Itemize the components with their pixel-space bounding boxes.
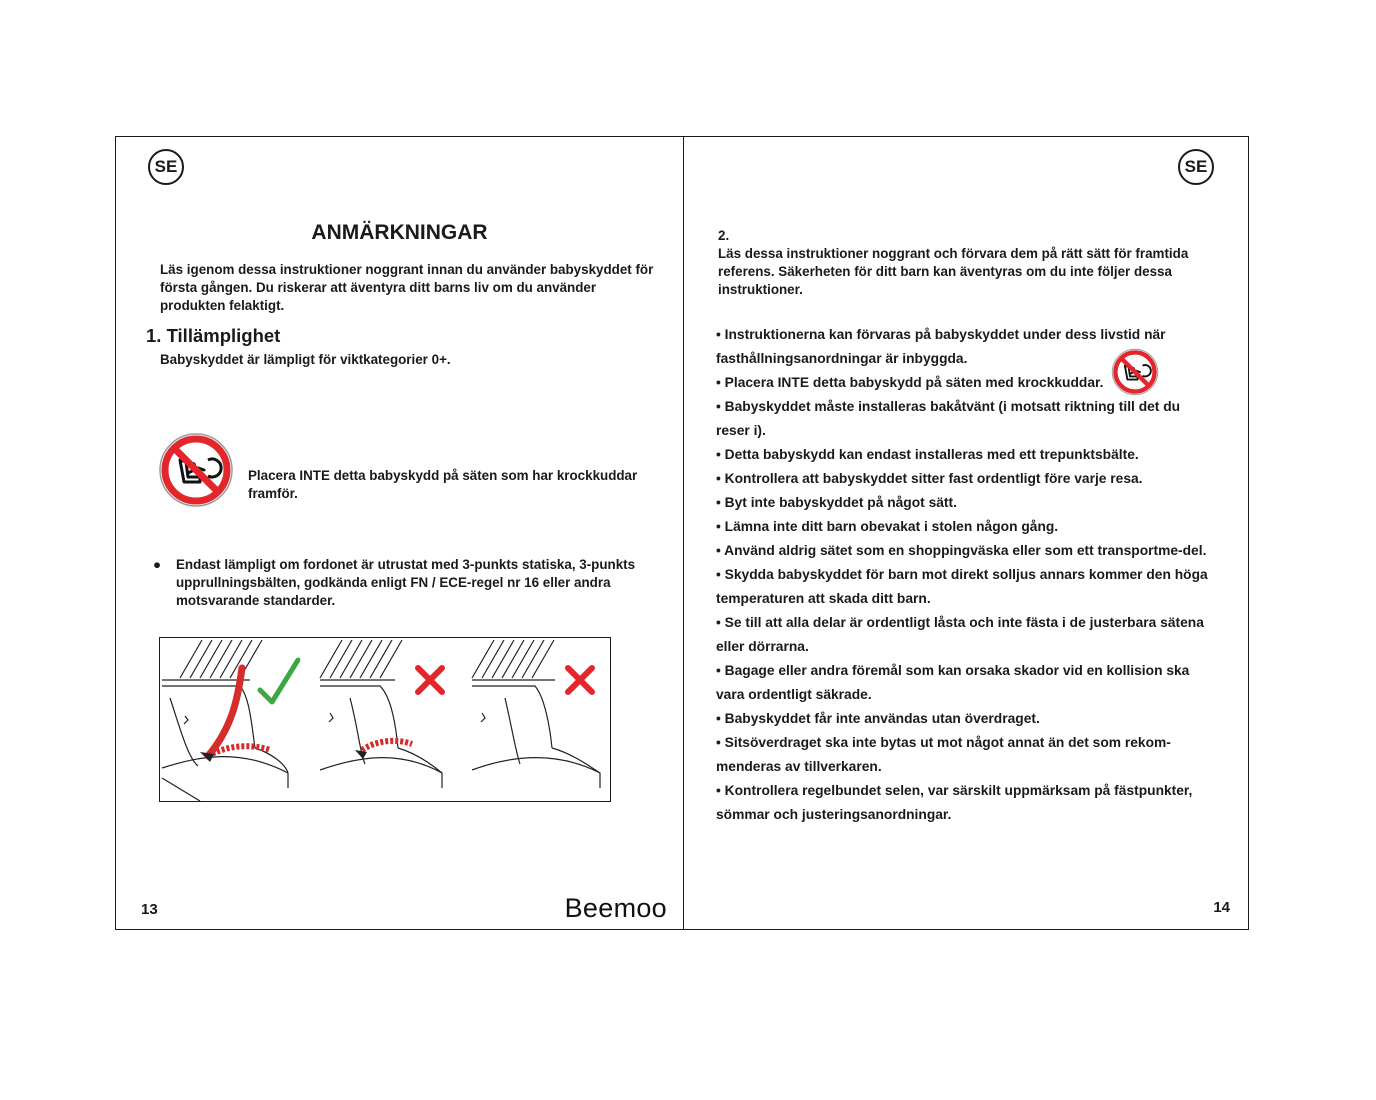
list-item: • Kontrollera regelbundet selen, var särskilt uppmärksam på fästpunkter, sömmar och justeringsanordningar.	[716, 783, 1193, 822]
language-badge: SE	[148, 149, 184, 185]
bullet-icon: ●	[153, 557, 162, 572]
seat-belt-diagram	[160, 638, 610, 801]
list-item: • Byt inte babyskyddet på något sätt.	[716, 495, 957, 510]
list-item: • Instruktionerna kan förvaras på babyskyddet under dess livstid när fasthållningsanordningar är inbyggda.	[716, 327, 1166, 366]
no-airbag-icon	[1111, 348, 1159, 396]
airbag-warning	[158, 432, 658, 512]
instruction-spread	[115, 136, 1249, 930]
page-number: 13	[141, 901, 158, 918]
belt-illustration	[159, 637, 611, 802]
list-item: • Bagage eller andra föremål som kan orsaka skador vid en kollision ska vara ordentligt säkrade.	[716, 663, 1190, 702]
list-item: • Sitsöverdraget ska inte bytas ut mot något annat än det som rekom-menderas av tillverkaren.	[716, 735, 1171, 774]
list-item: • Se till att alla delar är ordentligt låsta och inte fästa i de justerbara sätena eller dörrarna.	[716, 615, 1204, 654]
list-item: • Detta babyskydd kan endast installeras med ett trepunktsbälte.	[716, 447, 1139, 462]
list-item: • Använd aldrig sätet som en shoppingväska eller som ett transportme-del.	[716, 543, 1207, 558]
page-title: ANMÄRKNINGAR	[311, 221, 488, 244]
page-number: 14	[1213, 899, 1230, 916]
list-item: • Kontrollera att babyskyddet sitter fast ordentligt före varje resa.	[716, 471, 1143, 486]
warning-text: Placera INTE detta babyskydd på säten som har krockkuddar framför.	[248, 468, 638, 501]
safety-list	[716, 323, 1216, 827]
language-badge: SE	[1178, 149, 1214, 185]
list-item	[146, 556, 651, 610]
left-page	[116, 137, 684, 929]
section-heading: 1. Tillämplighet	[146, 325, 281, 346]
requirements-list	[146, 556, 651, 610]
brand-logo: Beemoo	[564, 893, 667, 923]
right-page	[683, 137, 1248, 929]
section-text: Babyskyddet är lämpligt för viktkategorier 0+.	[160, 352, 451, 367]
section-number: 2.	[718, 228, 730, 243]
intro-paragraph: Läs dessa instruktioner noggrant och förvara dem på rätt sätt för framtida referens. Säkerheten för ditt barn kan äventyras om du inte följer dessa instruktioner.	[718, 246, 1189, 297]
intro-paragraph: Läs igenom dessa instruktioner noggrant innan du använder babyskyddet för första gången. Du riskerar att äventyra ditt barns liv om du använder produkten felaktigt.	[160, 262, 654, 313]
list-item: • Skydda babyskyddet för barn mot direkt solljus annars kommer den höga temperaturen att skada ditt barn.	[716, 567, 1208, 606]
list-item: • Placera INTE detta babyskydd på säten med krockkuddar.	[716, 375, 1104, 390]
list-item: • Babyskyddet måste installeras bakåtvänt (i motsatt riktning till det du reser i).	[716, 399, 1181, 438]
list-item-text: Endast lämpligt om fordonet är utrustat med 3-punkts statiska, 3-punkts upprullningsbälten, godkända enligt FN / ECE-regel nr 16 eller andra motsvarande standarder.	[176, 557, 636, 608]
list-item: • Babyskyddet får inte användas utan överdraget.	[716, 711, 1040, 726]
no-airbag-icon	[158, 432, 234, 508]
list-item: • Lämna inte ditt barn obevakat i stolen någon gång.	[716, 519, 1059, 534]
